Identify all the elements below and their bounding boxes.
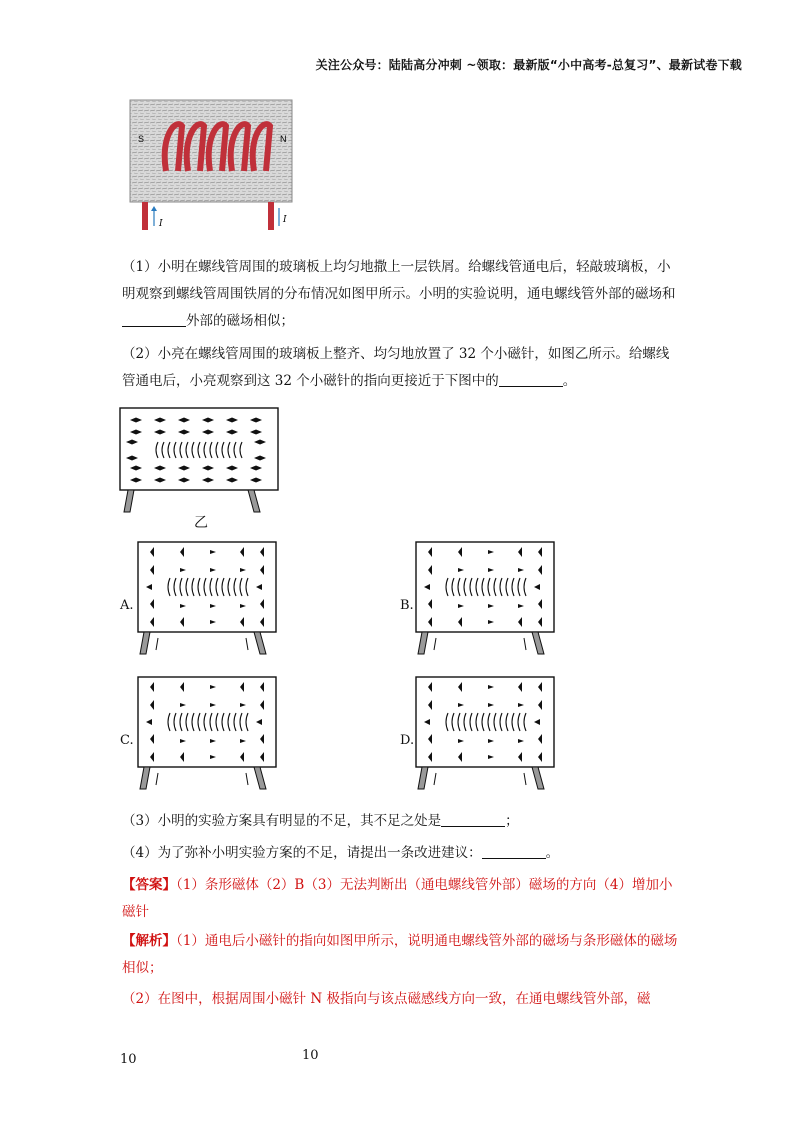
answer-blank-1[interactable] bbox=[122, 312, 186, 327]
analysis-tag: 【解析】 bbox=[122, 933, 176, 949]
option-b-label[interactable]: B. bbox=[400, 598, 414, 613]
answer-blank-3[interactable] bbox=[441, 812, 505, 827]
pole-n-label: N bbox=[280, 134, 287, 144]
question-3: （3）小明的实验方案具有明显的不足，其不足之处是 ； bbox=[122, 813, 519, 829]
page-number-center: 10 bbox=[302, 1048, 319, 1063]
question-2: （2）小亮在螺线管周围的玻璃板上整齐、均匀地放置了 32 个小磁针，如图乙所示。给螺线管通电后，小亮观察到这 32 个小磁针的指向更接近于下图中的 。 bbox=[122, 346, 670, 389]
page-number-left: 10 bbox=[120, 1052, 137, 1067]
analysis-text-1: （1）通电后小磁针的指向如图甲所示，说明通电螺线管外部的磁场与条形磁体的磁场相似； bbox=[122, 933, 678, 976]
current-left-label: I bbox=[159, 219, 163, 229]
page-header: 关注公众号：陆陆高分冲刺 ~领取：最新版“小中高考-总复习”、最新试卷下载 bbox=[315, 58, 742, 72]
question-1: （1）小明在螺线管周围的玻璃板上均匀地撒上一层铁屑。给螺线管通电后，轻敲玻璃板，小明观察到螺线管周围铁屑的分布情况如图甲所示。小明的实验说明，通电螺线管外部的磁场和外部的磁场相似； bbox=[122, 259, 676, 329]
analysis-section bbox=[122, 928, 682, 982]
option-a-figure[interactable] bbox=[136, 540, 286, 660]
question-4: （4）为了弥补小明实验方案的不足，请提出一条改进建议： 。 bbox=[122, 845, 560, 861]
figure-yi-caption: 乙 bbox=[194, 515, 208, 531]
option-c-figure[interactable] bbox=[136, 675, 286, 795]
pole-s-label: S bbox=[138, 134, 145, 144]
answer-section bbox=[122, 872, 682, 926]
option-d-label[interactable]: D. bbox=[400, 733, 415, 748]
figure-yi-compasses bbox=[118, 406, 286, 514]
figure-jia-photo bbox=[126, 96, 296, 236]
option-c-label[interactable]: C. bbox=[120, 733, 134, 748]
option-a-label[interactable]: A. bbox=[120, 598, 134, 613]
answer-tag: 【答案】 bbox=[122, 877, 176, 893]
answer-blank-4[interactable] bbox=[482, 844, 546, 859]
answer-text: （1）条形磁体（2）B（3）无法判断出（通电螺线管外部）磁场的方向（4）增加小磁针 bbox=[122, 877, 673, 920]
option-d-figure[interactable] bbox=[414, 675, 564, 795]
current-right-label: I bbox=[283, 215, 287, 225]
option-b-figure[interactable] bbox=[414, 540, 564, 660]
answer-blank-2[interactable] bbox=[499, 372, 563, 387]
analysis-text-2: （2）在图中，根据周围小磁针 N 极指向与该点磁感线方向一致，在通电螺线管外部，磁 bbox=[122, 991, 651, 1007]
